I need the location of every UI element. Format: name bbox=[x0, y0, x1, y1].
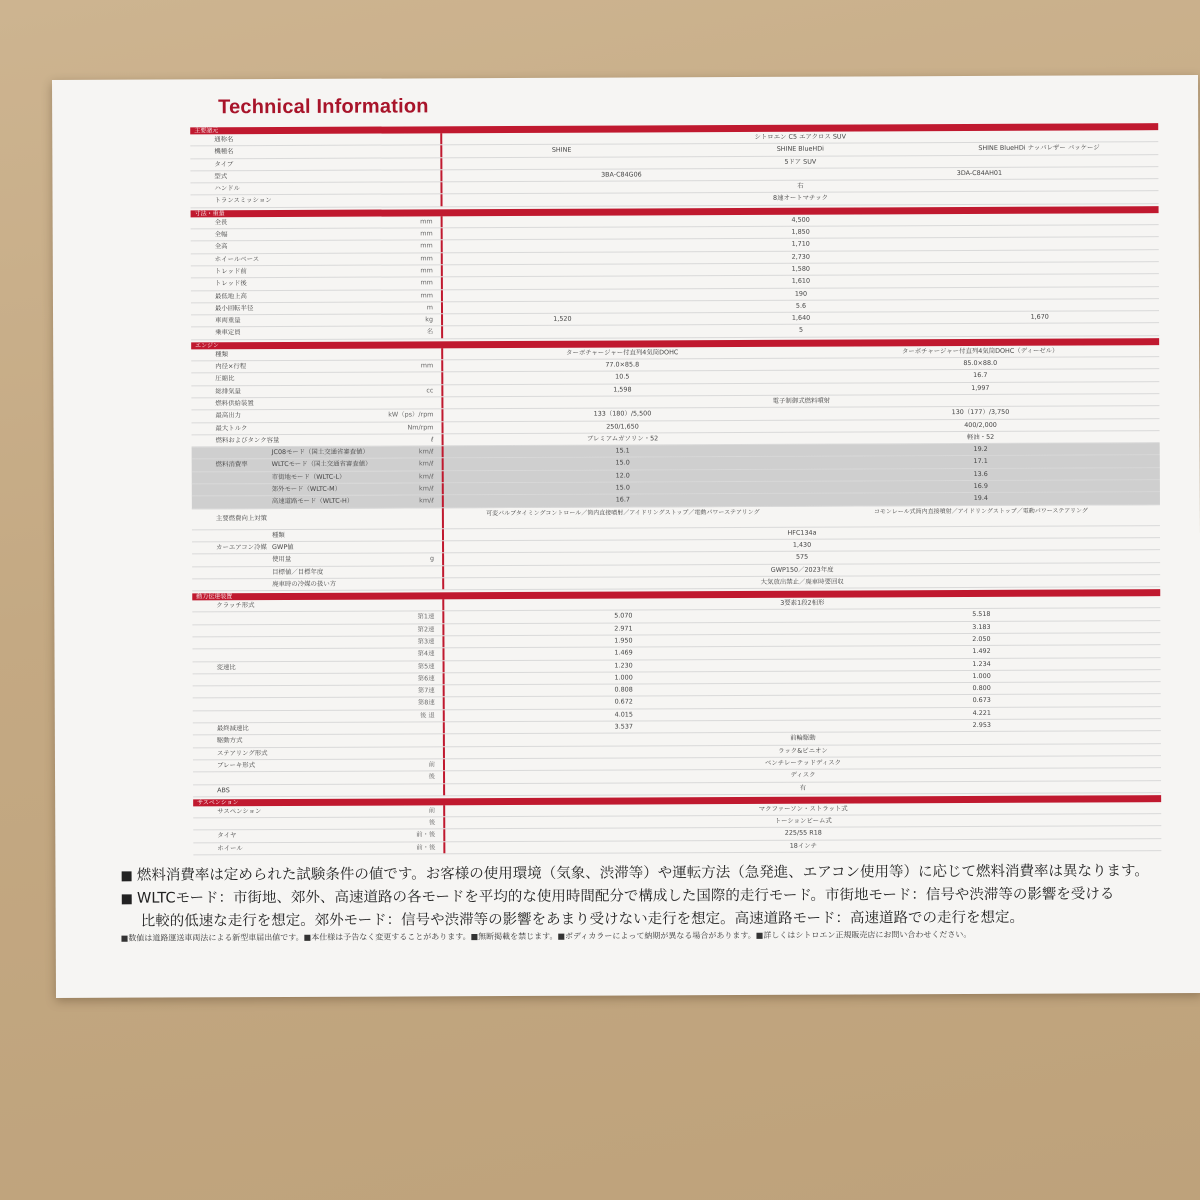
row-value: 4,500 bbox=[791, 215, 810, 224]
row-value: 1,640 bbox=[791, 313, 811, 322]
note-2: ■ WLTCモード：市街地、郊外、高速道路の各モードを平均的な使用時間配分で構成した国際的走行モード。市街地モード：信号や渋滞等の影響を受ける bbox=[120, 886, 1115, 907]
row-label: 燃料およびタンク容量 bbox=[215, 435, 280, 445]
row-label-cell bbox=[192, 483, 442, 495]
row-value: 400/2,000 bbox=[964, 420, 997, 429]
row-label-cell bbox=[193, 842, 443, 854]
row-value: 18インチ bbox=[789, 841, 818, 850]
row-value: 130（177）/3,750 bbox=[951, 408, 1010, 417]
row-value: 右 bbox=[797, 181, 804, 190]
row-value: シトロエン C5 エアクロス SUV bbox=[754, 132, 846, 141]
row-value: 5ドア SUV bbox=[784, 157, 817, 166]
row-value: 575 bbox=[795, 552, 809, 561]
row-label-cell bbox=[192, 636, 442, 648]
row-unit: 後 bbox=[428, 772, 436, 781]
row-label-cell bbox=[192, 459, 442, 471]
row-label-cell bbox=[191, 302, 441, 314]
row-unit: km/ℓ bbox=[419, 484, 434, 493]
row-label: ステアリング形式 bbox=[216, 748, 268, 757]
row-value: 15.0 bbox=[615, 483, 630, 492]
row-values bbox=[443, 839, 1161, 853]
row-value: SHINE bbox=[551, 146, 572, 155]
row-sublabel: 廃車時の冷媒の扱い方 bbox=[272, 579, 337, 588]
row-label: 内径×行程 bbox=[215, 362, 247, 371]
row-unit: mm bbox=[420, 229, 433, 238]
row-label: 型式 bbox=[214, 172, 228, 181]
row-label: 種類 bbox=[215, 349, 228, 359]
section-header: 寸法・重量 bbox=[191, 206, 1159, 217]
row-unit: 第3速 bbox=[417, 637, 435, 646]
row-value: 190 bbox=[794, 289, 808, 298]
row-unit: 名 bbox=[426, 327, 434, 336]
row-label-cell bbox=[193, 685, 443, 697]
row-value: 2.971 bbox=[614, 624, 633, 633]
row-value: HFC134a bbox=[787, 528, 817, 537]
row-value: 133（180）/5,500 bbox=[593, 409, 652, 418]
row-value: 1.230 bbox=[614, 661, 633, 670]
row-value: 5.070 bbox=[614, 611, 633, 620]
row-unit: ℓ bbox=[430, 435, 434, 444]
note-1: ■ 燃料消費率は定められた試験条件の値です。お客様の使用環境（気象、渋滞等）や運転方法（急発進、エアコン使用等）に応じて燃料消費率は異なります。 bbox=[120, 863, 1149, 884]
row-values bbox=[443, 781, 1161, 795]
row-sublabel: 種類 bbox=[271, 530, 285, 539]
row-unit: m bbox=[426, 303, 434, 312]
row-unit: 第8速 bbox=[417, 698, 435, 707]
row-value: 15.0 bbox=[615, 458, 630, 467]
row-unit: 後 bbox=[428, 818, 436, 827]
row-value: 5.518 bbox=[972, 610, 991, 619]
row-value: 8速オートマチック bbox=[773, 194, 829, 203]
row-label-cell bbox=[193, 805, 443, 817]
row-label-cell bbox=[193, 817, 443, 829]
row-unit: mm bbox=[420, 266, 433, 275]
row-label-cell bbox=[192, 612, 442, 624]
row-unit: 第4速 bbox=[417, 649, 435, 658]
row-value: ラック&ピニオン bbox=[778, 746, 828, 755]
row-label: 全長 bbox=[214, 218, 228, 227]
row-label-cell bbox=[193, 772, 443, 784]
row-unit: mm bbox=[420, 290, 433, 299]
row-value: 1,850 bbox=[791, 227, 810, 236]
row-label: 通称名 bbox=[214, 135, 234, 144]
row-value: 2.953 bbox=[972, 720, 991, 730]
row-label-cell bbox=[191, 422, 441, 434]
row-unit: mm bbox=[420, 361, 434, 370]
row-label-cell bbox=[192, 566, 442, 578]
row-value: ターボチャージャー付直列4気筒DOHC（ディーゼル） bbox=[901, 346, 1059, 356]
row-values bbox=[442, 575, 1160, 589]
row-value: 1,610 bbox=[791, 276, 811, 286]
row-value: 1.000 bbox=[972, 671, 991, 680]
row-label-cell bbox=[193, 661, 443, 673]
row-label-cell bbox=[191, 241, 441, 253]
row-label-cell bbox=[192, 554, 442, 566]
row-label: 最小回転半径 bbox=[214, 303, 254, 313]
row-value: GWP150／2023年度 bbox=[770, 565, 834, 574]
row-label-cell bbox=[190, 158, 440, 170]
row-label-cell bbox=[192, 541, 442, 553]
row-label-cell bbox=[192, 471, 442, 483]
row-unit: cc bbox=[426, 385, 434, 395]
row-values bbox=[441, 324, 1159, 338]
row-value: 19.2 bbox=[973, 445, 988, 454]
row-value: 16.9 bbox=[973, 481, 988, 490]
row-sublabel: 使用量 bbox=[272, 555, 292, 564]
row-value: 85.0×88.0 bbox=[963, 358, 998, 368]
row-label: 最終減速比 bbox=[216, 724, 249, 733]
row-label: ブレーキ形式 bbox=[216, 761, 256, 770]
row-label-cell bbox=[192, 434, 442, 446]
row-value: 0.808 bbox=[614, 685, 633, 694]
row-unit: 第6速 bbox=[417, 674, 435, 683]
row-value: 3DA-C84AH01 bbox=[956, 168, 1003, 177]
row-value: 有 bbox=[799, 783, 807, 792]
row-value: 5 bbox=[799, 326, 804, 335]
row-label: トレッド後 bbox=[214, 279, 247, 288]
row-values bbox=[442, 505, 1160, 528]
row-value: 2.050 bbox=[972, 634, 991, 643]
row-value: 3BA-C84G06 bbox=[601, 170, 642, 179]
row-label-cell bbox=[193, 735, 443, 747]
row-unit: kW（ps）/rpm bbox=[388, 410, 434, 419]
section-header: エンジン bbox=[191, 338, 1159, 349]
row-unit: km/ℓ bbox=[418, 472, 434, 481]
row-label: 最低地上高 bbox=[214, 291, 247, 300]
row-value: コモンレール式筒内直接噴射／アイドリングストップ／電動パワーステアリング bbox=[873, 507, 1088, 516]
row-value: 電子制御式燃料噴射 bbox=[772, 396, 831, 405]
row-value: 1.000 bbox=[614, 673, 633, 682]
row-label-cell bbox=[192, 624, 442, 636]
row-unit: 後 退 bbox=[419, 711, 435, 720]
row-label-cell bbox=[192, 649, 442, 661]
row-values bbox=[441, 192, 1159, 206]
row-unit: 前 bbox=[428, 806, 436, 815]
row-label-cell bbox=[192, 508, 442, 529]
row-label: サスペンション bbox=[217, 806, 262, 816]
row-label-cell bbox=[191, 410, 441, 422]
row-value: 250/1,650 bbox=[606, 421, 639, 431]
row-value: 1,598 bbox=[613, 385, 632, 394]
row-label-cell bbox=[190, 146, 440, 158]
row-value: 1.234 bbox=[972, 659, 991, 668]
row-label-cell bbox=[193, 784, 443, 796]
row-value: 2,730 bbox=[791, 252, 810, 261]
row-label-cell bbox=[191, 278, 441, 290]
row-label: カーエアコン冷媒 bbox=[216, 542, 267, 552]
row-unit: 第1速 bbox=[417, 612, 435, 621]
row-label-cell bbox=[193, 673, 443, 685]
row-label: 機種名 bbox=[214, 147, 234, 156]
row-value: 4.015 bbox=[614, 710, 633, 719]
row-value: プレミアムガソリン・52 bbox=[586, 434, 659, 443]
footnotes bbox=[120, 860, 1200, 933]
row-sublabel: WLTCモード（国土交通省審査値） bbox=[271, 460, 372, 469]
row-unit: g bbox=[430, 554, 435, 563]
row-label-cell bbox=[191, 385, 441, 397]
row-value: ベンチレーテッドディスク bbox=[764, 758, 842, 767]
row-unit: 前・後 bbox=[416, 843, 436, 852]
row-sublabel: 市街地モード（WLTC-L） bbox=[271, 472, 346, 481]
row-unit: Nm/rpm bbox=[407, 422, 434, 431]
row-label: 変速比 bbox=[216, 662, 236, 671]
fine-print: ■数値は道路運送車両法による新型車届出値です。■本仕様は予告なく変更することがあります。■無断掲載を禁じます。■ボディカラーによって納期が異なる場合があります。■詳しくはシトロエン正規販売店にお問い合わせください。 bbox=[120, 929, 972, 943]
row-value: 1,580 bbox=[791, 264, 810, 273]
row-unit: km/ℓ bbox=[419, 496, 434, 505]
row-sublabel: 目標値／目標年度 bbox=[272, 567, 324, 576]
row-value: 19.4 bbox=[973, 494, 988, 503]
row-label-cell bbox=[191, 290, 441, 302]
row-value: 12.0 bbox=[615, 471, 630, 480]
row-value: 可変バルブタイミングコントロール／筒内直接噴射／アイドリングストップ／電動パワーステアリング bbox=[486, 508, 760, 517]
row-label: 最大トルク bbox=[215, 423, 248, 432]
row-label-cell bbox=[193, 747, 443, 759]
row-label: 全高 bbox=[214, 242, 228, 251]
row-value: 0.672 bbox=[614, 697, 633, 707]
row-value: 1.469 bbox=[614, 648, 633, 657]
row-value: 1.950 bbox=[614, 636, 633, 645]
row-label: 総排気量 bbox=[215, 386, 241, 395]
row-label-cell bbox=[191, 373, 441, 385]
row-label-cell bbox=[191, 327, 441, 339]
row-label-cell bbox=[190, 170, 440, 182]
row-label-cell bbox=[191, 228, 441, 240]
row-label-cell bbox=[192, 446, 442, 458]
row-unit: km/ℓ bbox=[418, 459, 434, 468]
row-unit: mm bbox=[420, 278, 433, 287]
row-label-cell bbox=[191, 360, 441, 372]
row-value: 13.6 bbox=[973, 469, 988, 478]
row-label-cell bbox=[191, 397, 441, 409]
row-value: 1,670 bbox=[1030, 312, 1049, 321]
row-value: 3要素1段2相形 bbox=[780, 598, 825, 607]
row-sublabel: 高速道路モード（WLTC-H） bbox=[271, 497, 354, 506]
row-sublabel: JC08モード（国土交通省審査値） bbox=[271, 447, 369, 457]
row-label: タイプ bbox=[214, 159, 234, 168]
section-header: 主要諸元 bbox=[190, 123, 1158, 134]
row-label: ハンドル bbox=[214, 184, 241, 193]
row-value: 3.537 bbox=[614, 722, 633, 731]
row-unit: 第2速 bbox=[417, 625, 435, 634]
row-label-cell bbox=[193, 759, 443, 771]
row-label-cell bbox=[190, 182, 440, 194]
row-value: 15.1 bbox=[615, 446, 630, 455]
row-label-cell bbox=[191, 195, 441, 207]
row-unit: mm bbox=[420, 241, 433, 250]
row-label-cell bbox=[192, 496, 442, 508]
row-label-cell bbox=[193, 830, 443, 842]
row-label: ホイールベース bbox=[214, 254, 260, 263]
row-label: ABS bbox=[217, 785, 230, 794]
row-value: トーションビーム式 bbox=[774, 816, 832, 825]
row-value: SHINE BlueHDi ナッパレザー パッケージ bbox=[978, 143, 1100, 153]
row-label-cell bbox=[191, 314, 441, 326]
row-label: 圧縮比 bbox=[215, 374, 235, 383]
note-3: 比較的低速な走行を想定。郊外モード：信号や渋滞等の影響をあまり受けない走行を想定。高速道路モード：高速道路での走行を想定。 bbox=[140, 909, 1025, 930]
row-label: 燃料消費率 bbox=[215, 460, 248, 469]
row-value: 1,430 bbox=[792, 540, 812, 549]
row-sublabel: GWP値 bbox=[272, 542, 294, 551]
row-value: 0.800 bbox=[972, 684, 991, 693]
row-value: 1,520 bbox=[553, 314, 572, 323]
row-value: 16.7 bbox=[973, 371, 988, 380]
row-label: ホイール bbox=[217, 843, 243, 853]
row-value: ターボチャージャー付直列4気筒DOHC bbox=[566, 348, 679, 357]
row-value: 16.7 bbox=[615, 495, 630, 504]
row-value: マクファーソン・ストラット式 bbox=[758, 804, 848, 813]
row-label: 乗車定員 bbox=[215, 328, 241, 337]
section-header: サスペンション bbox=[193, 795, 1161, 806]
row-label-cell bbox=[191, 265, 441, 277]
row-value: 10.5 bbox=[615, 372, 630, 381]
row-value: 0.673 bbox=[972, 696, 991, 705]
row-label-cell bbox=[192, 529, 442, 541]
row-label-cell bbox=[191, 216, 441, 228]
row-unit: mm bbox=[420, 217, 433, 226]
row-unit: kg bbox=[425, 315, 434, 324]
row-value: 大気放出禁止／廃車時要回収 bbox=[760, 577, 844, 586]
row-label-cell bbox=[193, 698, 443, 710]
row-label: 最高出力 bbox=[215, 411, 242, 420]
row-value: 1,710 bbox=[791, 240, 810, 249]
row-value: 17.1 bbox=[973, 457, 988, 466]
page-title: Technical Information bbox=[218, 95, 429, 119]
row-label-cell bbox=[190, 133, 440, 145]
row-label: 燃料供給装置 bbox=[215, 399, 254, 408]
row-value: 1,997 bbox=[971, 383, 990, 392]
row-label-cell bbox=[193, 722, 443, 734]
row-unit: 第7速 bbox=[417, 686, 435, 695]
row-unit: mm bbox=[420, 254, 433, 263]
row-label-cell bbox=[191, 348, 441, 360]
row-label: タイヤ bbox=[217, 831, 237, 840]
row-label: 駆動方式 bbox=[216, 736, 243, 745]
row-unit: 前・後 bbox=[416, 830, 436, 839]
section-header: 動力伝達装置 bbox=[192, 589, 1160, 600]
row-value: 5.6 bbox=[795, 301, 807, 310]
row-value: 1.492 bbox=[972, 647, 991, 656]
row-label: 車両重量 bbox=[215, 316, 241, 325]
row-label-cell bbox=[192, 599, 442, 611]
row-value: 前輪駆動 bbox=[790, 734, 816, 743]
row-value: 3.183 bbox=[972, 622, 991, 631]
row-label: トランスミッション bbox=[214, 196, 272, 205]
row-unit: 第5速 bbox=[417, 661, 435, 670]
row-value: 4.221 bbox=[972, 708, 991, 717]
row-label: 全幅 bbox=[214, 230, 228, 239]
row-value: ディスク bbox=[790, 770, 816, 780]
row-label: クラッチ形式 bbox=[216, 601, 255, 610]
row-unit: 前 bbox=[428, 760, 436, 769]
row-label: トレッド前 bbox=[214, 267, 247, 276]
spec-sheet-paper bbox=[52, 75, 1200, 998]
row-label-cell bbox=[191, 253, 441, 265]
row-unit: km/ℓ bbox=[418, 447, 434, 456]
row-value: 軽油・52 bbox=[966, 432, 995, 441]
row-label-cell bbox=[193, 710, 443, 722]
spec-table bbox=[190, 121, 1161, 855]
row-sublabel: 郊外モード（WLTC-M） bbox=[271, 484, 342, 494]
row-value: 225/55 R18 bbox=[784, 829, 822, 838]
row-label-cell bbox=[192, 578, 442, 590]
row-value: SHINE BlueHDi bbox=[776, 144, 824, 154]
row-value: 77.0×85.8 bbox=[605, 360, 640, 369]
row-label: 主要燃費向上対策 bbox=[215, 513, 268, 522]
